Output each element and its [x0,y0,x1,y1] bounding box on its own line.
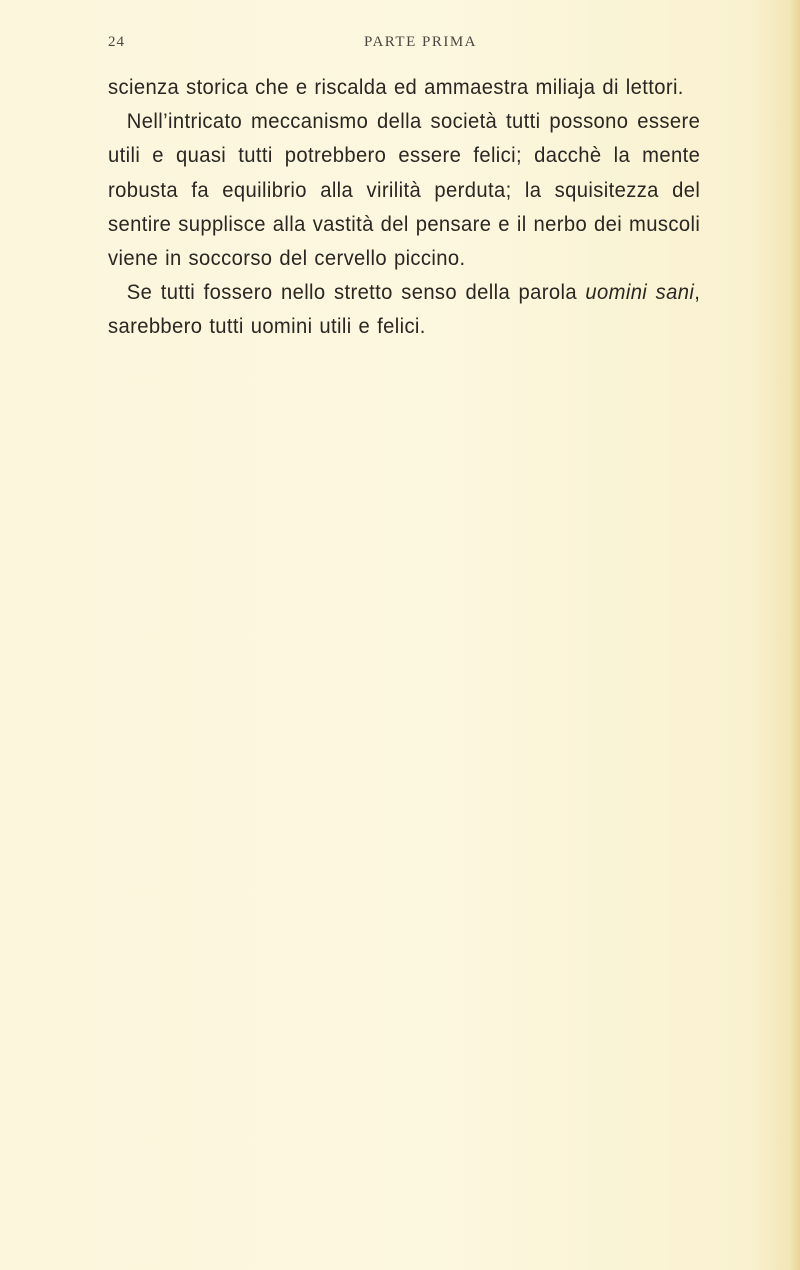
emphasis-phrase: uomini sani [585,280,695,305]
page-edge-shadow [790,0,800,1270]
running-head-title: PARTE PRIMA [364,34,477,50]
paragraph-conclusion [108,275,700,343]
conclusion-text-start: Se tutti fossero nello stretto senso della parola [126,280,586,305]
running-head [108,34,738,56]
page-number: 24 [108,34,125,50]
paragraph-continuation: scienza storica che e riscalda ed ammaestra miliaja di lettori. [108,75,684,99]
conclusion-text-end: , sarebbero tutti uomini utili e felici. [108,280,701,339]
body-text [108,70,700,344]
paragraph-society: Nell’intricato meccanismo della società tutti possono essere utili e quasi tutti potrebbero essere felici; dacchè la mente robusta fa equilibrio alla virilità perduta; la squisitezza del sentire supplisce alla vastità del pensare e il nerbo dei muscoli viene in soccorso del cervello piccino. [108,109,701,271]
